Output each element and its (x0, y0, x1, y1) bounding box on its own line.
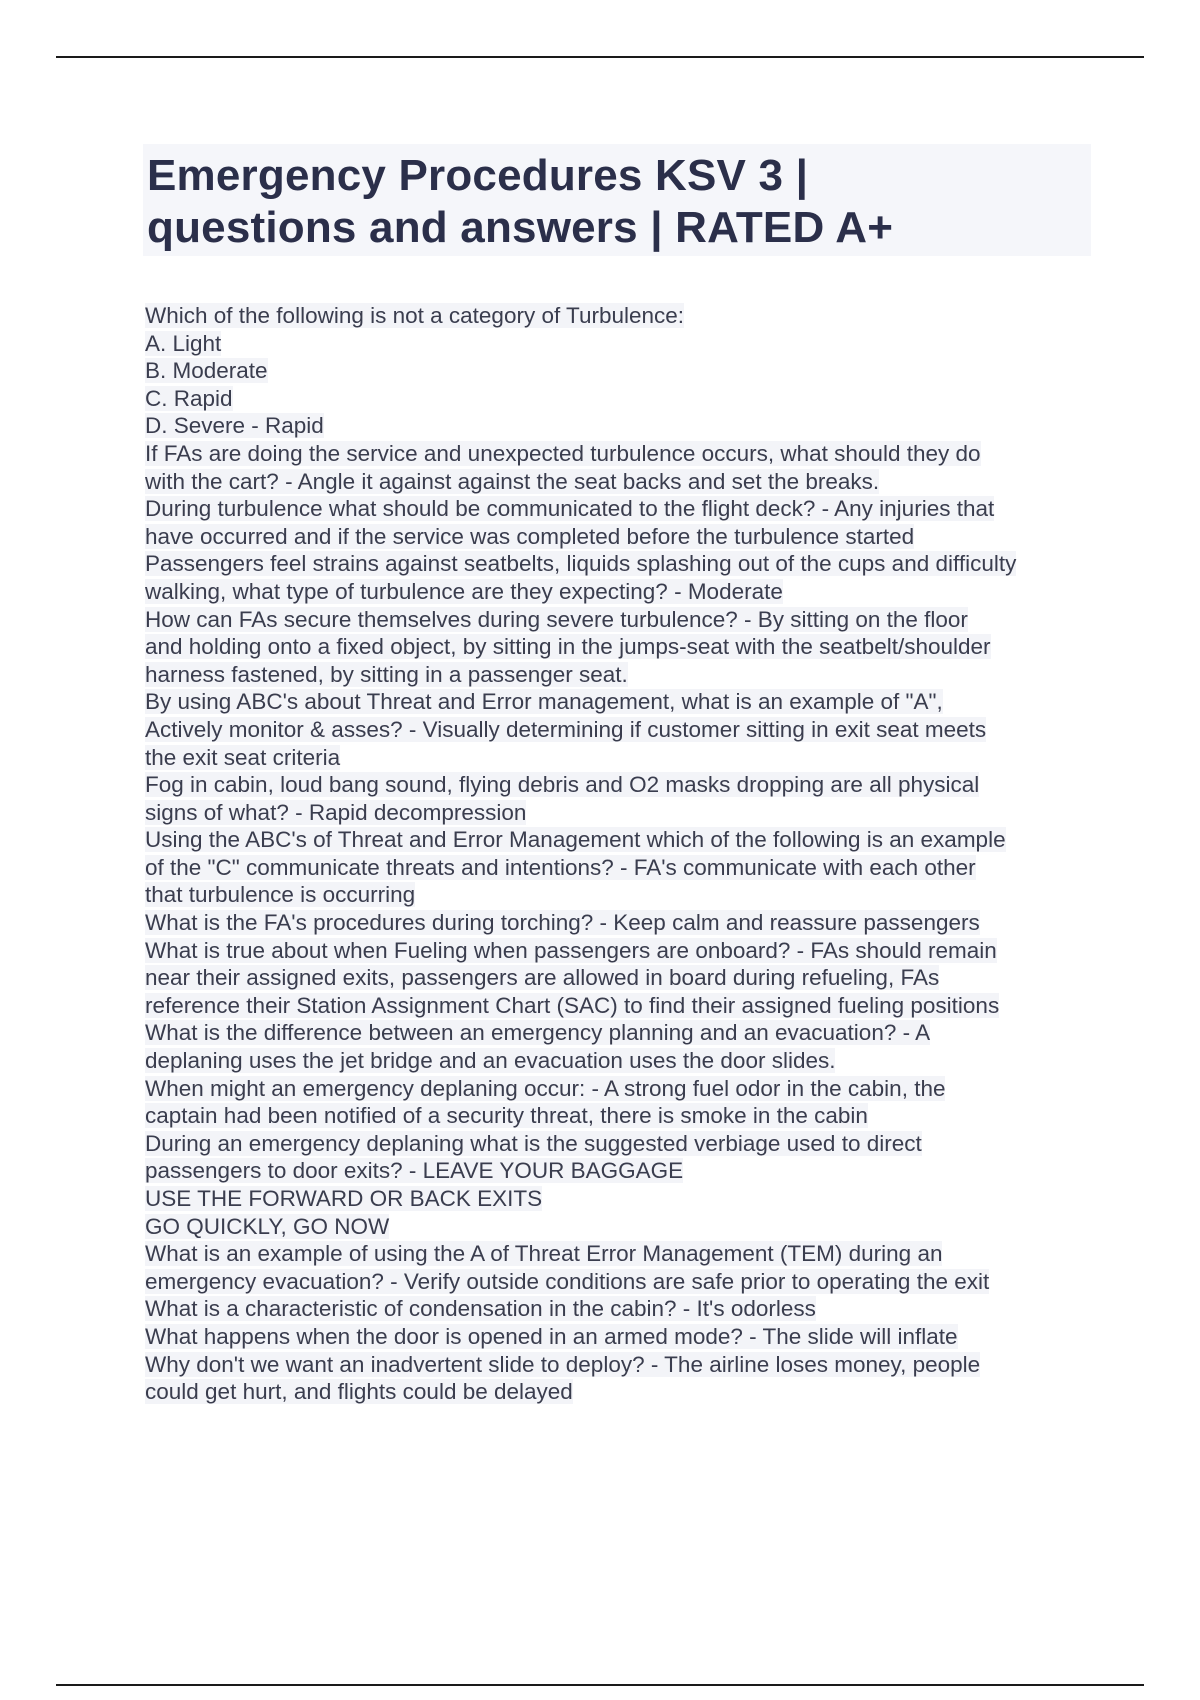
text-line: A. Light (145, 330, 222, 356)
qa-content (145, 302, 1095, 1406)
title-line-2: questions and answers | RATED A+ (147, 203, 894, 252)
text-line: Actively monitor & asses? - Visually determining if customer sitting in exit seat meets (145, 716, 987, 742)
text-line: During turbulence what should be communicated to the flight deck? - Any injuries that (145, 496, 995, 522)
text-line: During an emergency deplaning what is the suggested verbiage used to direct (145, 1130, 922, 1156)
text-line: Which of the following is not a category of Turbulence: (145, 303, 685, 328)
text-line: C. Rapid (145, 385, 233, 411)
text-line: Using the ABC's of Threat and Error Management which of the following is an example (145, 827, 1006, 853)
text-line: near their assigned exits, passengers are allowed in board during refueling, FAs (145, 965, 940, 991)
text-line: and holding onto a fixed object, by sitting in the jumps-seat with the seatbelt/shoulder (145, 634, 991, 660)
text-line: What is an example of using the A of Threat Error Management (TEM) during an (145, 1241, 943, 1267)
text-line: captain had been notified of a security threat, there is smoke in the cabin (145, 1103, 868, 1129)
text-line: emergency evacuation? - Verify outside conditions are safe prior to operating the exit (145, 1268, 990, 1294)
text-line: How can FAs secure themselves during severe turbulence? - By sitting on the floor (145, 606, 968, 632)
text-line: What is the FA's procedures during torching? - Keep calm and reassure passengers (145, 910, 980, 936)
text-line: If FAs are doing the service and unexpected turbulence occurs, what should they do (145, 440, 981, 466)
header-rule (56, 56, 1144, 58)
title-line-1: Emergency Procedures KSV 3 | (147, 151, 809, 200)
text-line: When might an emergency deplaning occur: - A strong fuel odor in the cabin, the (145, 1075, 946, 1101)
text-line: signs of what? - Rapid decompression (145, 799, 527, 825)
text-line: have occurred and if the service was completed before the turbulence started (145, 523, 915, 549)
text-line: deplaning uses the jet bridge and an evacuation uses the door slides. (145, 1048, 836, 1074)
text-line: that turbulence is occurring (145, 882, 416, 908)
text-line: walking, what type of turbulence are they expecting? - Moderate (145, 578, 783, 604)
text-line: harness fastened, by sitting in a passenger seat. (145, 661, 628, 687)
text-line: What is the difference between an emergency planning and an evacuation? - A (145, 1020, 931, 1046)
text-line: By using ABC's about Threat and Error management, what is an example of "A", (145, 689, 943, 715)
document-title (147, 150, 1087, 254)
footer-rule (56, 1684, 1144, 1686)
text-line: Passengers feel strains against seatbelts, liquids splashing out of the cups and difficulty (145, 551, 1017, 577)
text-line: GO QUICKLY, GO NOW (145, 1213, 390, 1239)
text-line: D. Severe - Rapid (145, 413, 324, 439)
text-line: could get hurt, and flights could be delayed (145, 1379, 573, 1405)
text-line: What happens when the door is opened in an armed mode? - The slide will inflate (145, 1323, 958, 1349)
text-line: What is true about when Fueling when passengers are onboard? - FAs should remain (145, 937, 997, 963)
text-line: the exit seat criteria (145, 744, 341, 770)
text-line: USE THE FORWARD OR BACK EXITS (145, 1186, 543, 1211)
text-line: Why don't we want an inadvertent slide to deploy? - The airline loses money, people (145, 1351, 981, 1377)
text-line: reference their Station Assignment Chart (SAC) to find their assigned fueling positions (145, 992, 1000, 1018)
text-line: Fog in cabin, loud bang sound, flying debris and O2 masks dropping are all physical (145, 772, 980, 798)
text-line: of the "C" communicate threats and intentions? - FA's communicate with each other (145, 854, 976, 880)
text-line: with the cart? - Angle it against against the seat backs and set the breaks. (145, 468, 880, 494)
title-block (143, 144, 1091, 256)
text-line: What is a characteristic of condensation in the cabin? - It's odorless (145, 1296, 816, 1322)
text-line: passengers to door exits? - LEAVE YOUR BAGGAGE (145, 1158, 684, 1184)
text-line: B. Moderate (145, 358, 268, 384)
